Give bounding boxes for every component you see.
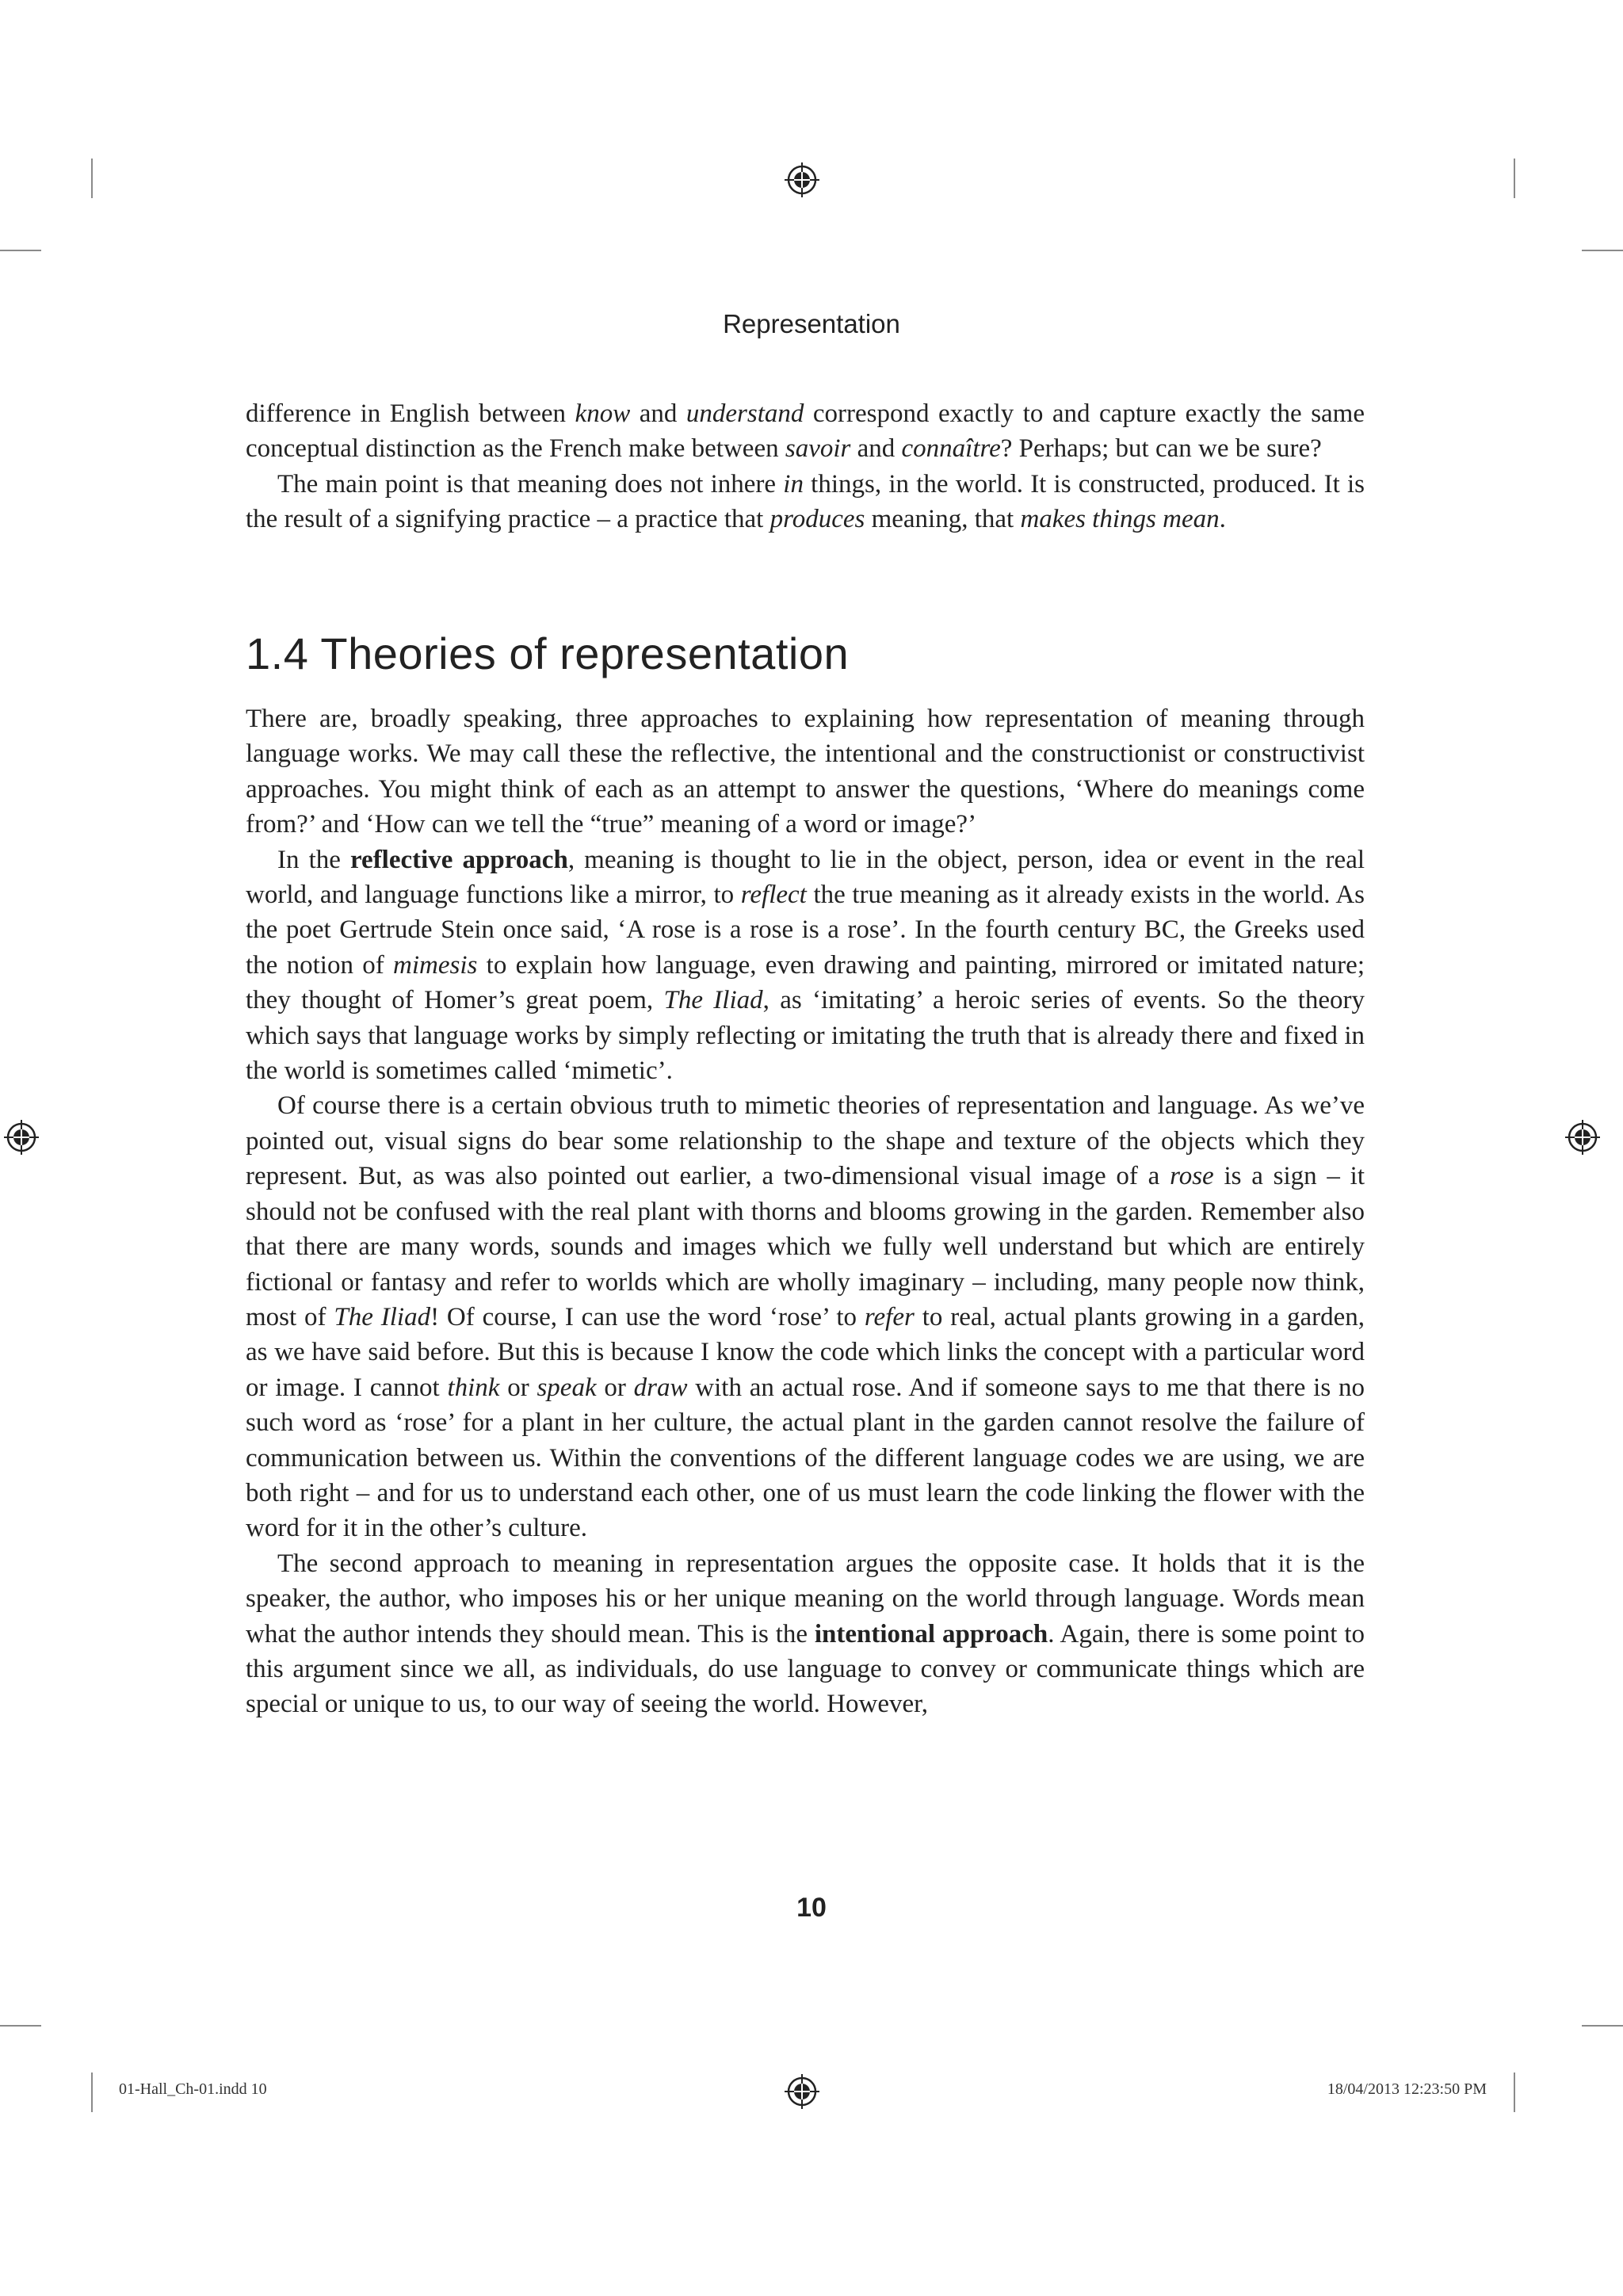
italic-term: understand [685, 399, 804, 428]
italic-term: The Iliad [663, 986, 763, 1015]
text-run: difference in English between [246, 399, 575, 428]
text-run: Of course there is a certain obvious truth to mimetic theories of representation and language. As we’ve pointed out, visual signs do bear some relationship to the shape and texture of the objects which they represent. But, as was also pointed out earlier, a two-dimensional visual image of a [246, 1091, 1365, 1191]
italic-term: connaître [901, 434, 1001, 464]
crop-mark-icon [1514, 2073, 1515, 2112]
text-run: correspond exactly to and capture exactly the same conceptual distinction as the French make between [246, 399, 1365, 464]
paragraph [246, 1088, 1365, 1545]
text-run: The main point is that meaning does not inhere [277, 469, 784, 499]
text-run: . Again, there is some point to this argument since we all, as individuals, do use language to convey or communicate things which are special or unique to us, to our way of seeing the world. However, [246, 1619, 1365, 1719]
body-text-main [246, 701, 1365, 1722]
crop-mark-icon [0, 250, 41, 251]
running-head: Representation [723, 309, 900, 338]
registration-mark-icon [1565, 1120, 1600, 1155]
text-run: . [1219, 505, 1226, 534]
text-run: In the [277, 845, 350, 874]
bold-term: intentional approach [814, 1619, 1048, 1648]
text-run: and [850, 434, 902, 464]
italic-term: makes things mean [1020, 505, 1220, 534]
italic-term: know [575, 399, 631, 428]
text-run: or [499, 1373, 537, 1402]
crop-mark-icon [0, 2025, 41, 2027]
italic-term: savoir [785, 434, 851, 464]
page-number: 10 [796, 1893, 827, 1923]
timestamp-slug: 18/04/2013 12:23:50 PM [1327, 2080, 1487, 2098]
text-run: to explain how language, even drawing and painting, mirrored or imitated nature; they thought of Homer’s great poem, [246, 950, 1365, 1015]
text-run: or [596, 1373, 634, 1402]
text-run: ! Of course, I can use the word ‘rose’ to [430, 1302, 865, 1331]
italic-term: mimesis [393, 950, 478, 980]
text-run: with an actual rose. And if someone says to me that there is no such word as ‘rose’ for a plant in her culture, the actual plant in the garden cannot resolve the failure of communication between us. Within the conventions of the different language codes we are using, we are both right – and for us to understand each other, one of us must learn the code linking the flower with the word for it in the other’s culture. [246, 1373, 1365, 1543]
text-run: things, in the world. It is constructed, produced. It is the result of a signifying practice – a practice that [246, 469, 1365, 534]
italic-term: in [783, 469, 804, 499]
text-run: meaning, that [865, 505, 1021, 534]
text-run: There are, broadly speaking, three approaches to explaining how representation of meaning through language works. We may call these the reflective, the intentional and the constructionist or constructivist approaches. You might think of each as an attempt to answer the questions, ‘Where do meanings come from?’ and ‘How can we tell the “true” meaning of a word or image?’ [246, 705, 1365, 839]
italic-term: refer [864, 1302, 915, 1331]
crop-mark-icon [1582, 2025, 1623, 2027]
bold-term: reflective approach [350, 845, 568, 874]
text-run: The second approach to meaning in representation argues the opposite case. It holds that it is the speaker, the author, who imposes his or her unique meaning on the world through language. Words mean what the author intends they should mean. This is the [246, 1549, 1365, 1648]
crop-mark-icon [91, 2073, 93, 2112]
text-run: , as ‘imitating’ a heroic series of events. So the theory which says that language works by simply reflecting or imitating the truth that is already there and fixed in the world is sometimes called ‘mimetic’. [246, 986, 1365, 1086]
text-run: , meaning is thought to lie in the object, person, idea or event in the real world, and language functions like a mirror, to [246, 845, 1365, 910]
text-run: and [630, 399, 686, 428]
body-text-top [246, 396, 1365, 537]
registration-mark-icon [785, 162, 819, 197]
crop-mark-icon [91, 159, 93, 198]
paragraph [246, 396, 1365, 467]
crop-mark-icon [1514, 159, 1515, 198]
italic-term: think [447, 1373, 500, 1402]
crop-mark-icon [1582, 250, 1623, 251]
text-run: ? Perhaps; but can we be sure? [1000, 434, 1322, 464]
text-run: the true meaning as it already exists in the world. As the poet Gertrude Stein once said, ‘A rose is a rose is a rose’. In the fourth century BC, the Greeks used the notion of [246, 881, 1365, 980]
italic-term: The Iliad [334, 1302, 431, 1331]
paragraph [246, 467, 1365, 537]
text-run: to real, actual plants growing in a garden, as we have said before. But this is because I know the code which links the concept with a particular word or image. I cannot [246, 1302, 1365, 1402]
italic-term: rose [1170, 1162, 1214, 1191]
registration-mark-icon [4, 1120, 39, 1155]
italic-term: draw [633, 1373, 688, 1402]
paragraph [246, 842, 1365, 1089]
paragraph [246, 701, 1365, 842]
italic-term: produces [769, 505, 865, 534]
section-heading: 1.4 Theories of representation [246, 628, 850, 678]
file-slug: 01-Hall_Ch-01.indd 10 [119, 2080, 267, 2098]
registration-mark-icon [785, 2074, 819, 2109]
italic-term: reflect [740, 881, 807, 910]
italic-term: speak [537, 1373, 597, 1402]
paragraph [246, 1546, 1365, 1722]
text-run: is a sign – it should not be confused with the real plant with thorns and blooms growing in the garden. Remember also that there are many words, sounds and images which we fully well understand but which are entirely fictional or fantasy and refer to worlds which are wholly imaginary – including, many people now think, most of [246, 1162, 1365, 1331]
